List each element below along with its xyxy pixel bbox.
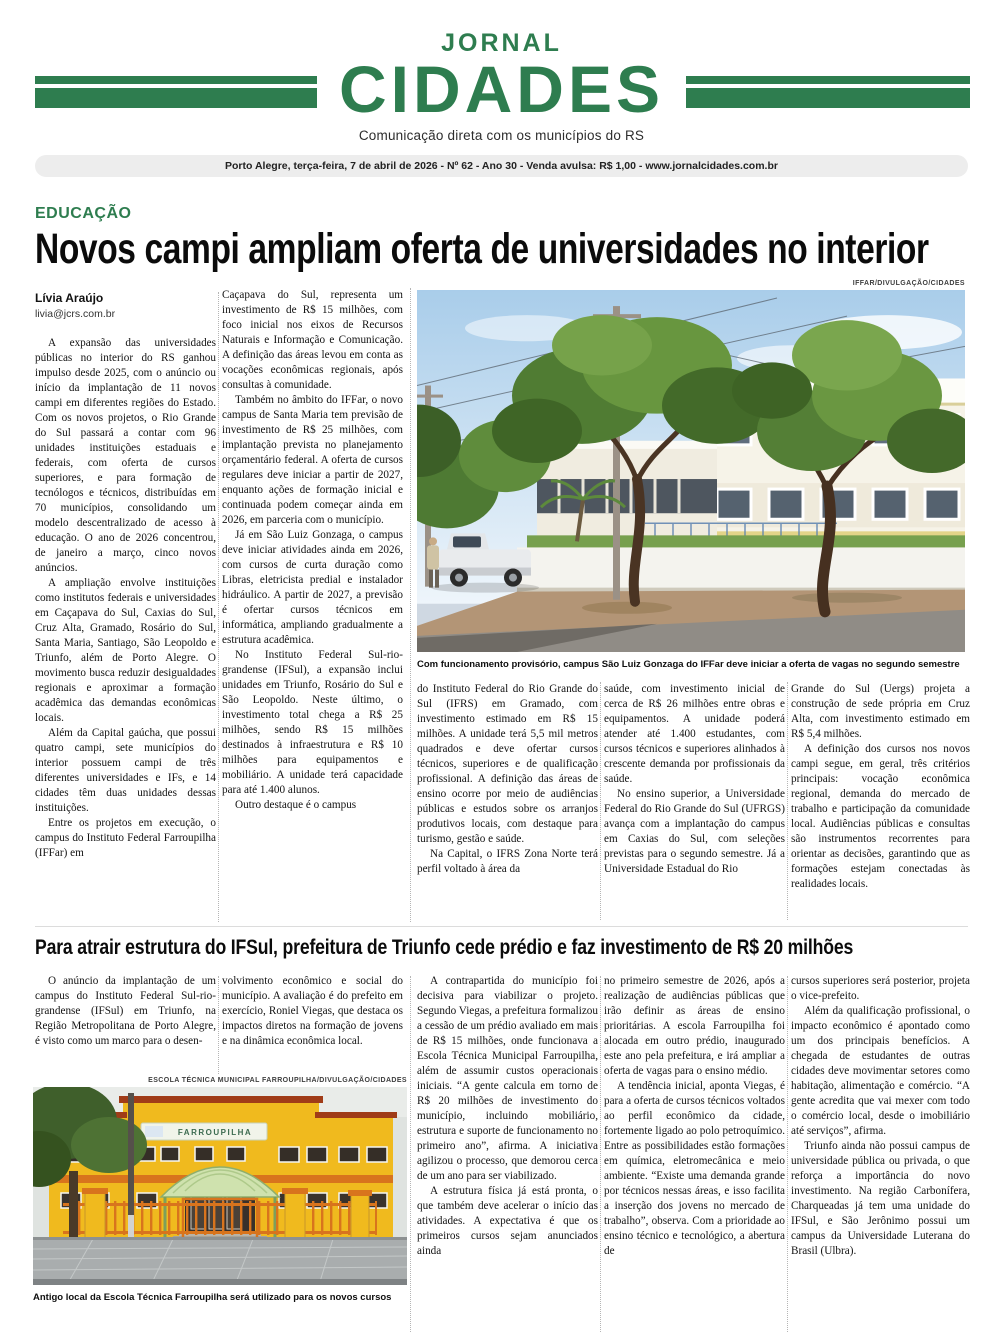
section-divider: [35, 926, 968, 927]
body-paragraph: A contrapartida do município foi decisiva para viabilizar o projeto. Segundo Viegas, a prefeitura formalizou a cessão de um prédio avaliado em mais de R$ 15 milhões, onde funcionava a Escola Técnica Municipal Farroupilha, além de assumir custos operacionais iniciais. “A gente calcula em torno de R$ 20 milhões de investimento do município, incluindo mobiliário, estrutura e suporte de funcionamento no primeiro ano”, afirma. A iniciativa agilizou o processo, que demorou cerca de um ano para ser viabilizado.: [417, 975, 598, 1182]
body-paragraph: A ampliação envolve instituições como institutos federais e universidades em Caçapava do Sul, Caxias do Sul, Cruz Alta, Gramado, Rosário do Sul, Santa Maria, Santiago, São Leopoldo e Triunfo, além de Porto Alegre. O movimento busca reduzir desigualdades regionais e aproximar a formação acadêmica das demandas econômicas locais.: [35, 577, 216, 724]
masthead-bar-left-thick: [35, 88, 317, 108]
school-building-illustration: [33, 1087, 407, 1285]
column-rule: [410, 288, 411, 922]
article2-column-2: [222, 974, 403, 1078]
article2-column-5: [791, 974, 970, 1344]
masthead-bar-right-thin: [686, 76, 970, 84]
roof-trim: [119, 1096, 323, 1103]
body-paragraph: saúde, com investimento inicial de cerca de R$ 26 milhões entre obras e equipamentos. A unidade poderá atender até 1.400 estudantes, com cursos técnicos e superiores alinhados à crescente demanda por profissionais da saúde.: [604, 683, 785, 785]
body-paragraph: No ensino superior, a Universidade Federal do Rio Grande do Sul (UFRGS) avança com a implantação do campus em Caxias do Sul, com seleções previstas para o segundo semestre. Já a Universidade Estadual do Rio: [604, 788, 785, 875]
photo2-credit: ESCOLA TÉCNICA MUNICIPAL FARROUPILHA/DIVULGAÇÃO/CIDADES: [148, 1077, 407, 1084]
column-rule: [410, 976, 411, 1332]
sign-logo: [145, 1126, 163, 1137]
column-rule: [218, 976, 219, 1074]
byline-author: Lívia Araújo: [35, 291, 104, 305]
body-paragraph: O anúncio da implantação de um campus do Instituto Federal Sul-rio-grandense (IFSul) em Triunfo, na Região Metropolitana de Porto Alegre, é visto como um marco para o desen-: [35, 975, 216, 1047]
byline-email: livia@jcrs.com.br: [35, 308, 116, 320]
photo1-credit: IFFAR/DIVULGAÇÃO/CIDADES: [852, 280, 965, 287]
body-paragraph: cursos superiores será posterior, projeta o vice-prefeito.: [791, 975, 970, 1002]
dateline-bar: Porto Alegre, terça-feira, 7 de abril de 2026 - Nº 62 - Ano 30 - Venda avulsa: R$ 1,00 - www.jornalcidades.com.br: [35, 155, 968, 177]
body-paragraph: A definição dos cursos nos novos campi segue, em geral, três critérios principais: vocação econômica regional, demanda do mercado de trabalho e participação da comunidade local. Audiências públicas e consultas são instrumentos recorrentes para orientar as decisões, garantindo que as formações estejam conectadas às realidades locais.: [791, 743, 970, 890]
masthead-tagline: Comunicação direta com os municípios do RS: [358, 128, 645, 143]
body-paragraph: Grande do Sul (Uergs) projeta a construção de sede própria em Cruz Alta, com investimento estimado em R$ 5,4 milhões.: [791, 683, 970, 740]
body-paragraph: Caçapava do Sul, representa um investimento de R$ 15 milhões, com foco inicial nos eixos de Recursos Naturais e Informação e Comunicação. A definição das áreas levou em conta as vocações econômicas regionais, após consultas à comunidade.: [222, 289, 403, 391]
body-paragraph: Além da Capital gaúcha, que possui quatro campi, sete municípios do interior possuem campi de três diferentes universidades e IFs, e 14 cidades têm duas unidades dessas instituições.: [35, 727, 216, 814]
masthead-kicker: JORNAL: [441, 29, 562, 57]
article1-column-1: [35, 336, 216, 928]
school-building-photo: [33, 1087, 407, 1285]
boundary-wall: [517, 547, 965, 591]
article1-column-3: [417, 682, 598, 924]
photo2-caption: Antigo local da Escola Técnica Farroupilha será utilizado para os novos cursos: [33, 1292, 392, 1303]
column-rule: [600, 682, 601, 920]
body-paragraph: volvimento econômico e social do município. A avaliação é do prefeito em exercício, Roniel Viegas, que destaca os impactos diretos na formação de jovens e na dinâmica econômica local.: [222, 975, 403, 1047]
column-rule: [787, 682, 788, 920]
section-label: EDUCAÇÃO: [35, 205, 132, 222]
article1-column-2: [222, 288, 403, 928]
article2-column-4: [604, 974, 785, 1344]
masthead-bar-right-thick: [686, 88, 970, 108]
column-rule: [787, 976, 788, 1332]
body-paragraph: No Instituto Federal Sul-rio-grandense (IFSul), a expansão inclui unidades em Triunfo, Rosário do Sul e São Leopoldo. Neste último, o investimento total chega a R$ 25 milhões, sendo R$ 15 milhões destinados à infraestrutura e R$ 10 milhões para equipamentos e mobiliário. A unidade terá capacidade para até 1.400 alunos.: [222, 649, 403, 796]
masthead-bar-left-thin: [35, 76, 317, 84]
orange-fence: [63, 1199, 377, 1239]
article1-column-5: [791, 682, 970, 924]
body-paragraph: Além da qualificação profissional, o impacto econômico é apontado como um dos principais benefícios. A chegada de estudantes de outras cidades deve movimentar setores como habitação, alimentação e comércio. “A gente acredita que vai mexer com todo o comércio local, desde o imobiliário até serviços”, afirma.: [791, 1005, 970, 1137]
body-paragraph: A expansão das universidades públicas no interior do RS ganhou impulso desde 2025, com o anúncio ou início da implantação de 11 novos campi em diferentes regiões do Estado. Com os novos projetos, o Rio Grande do Sul passará a contar com 96 unidades instituições estaduais e federais, com oferta de cursos superiores, e para formação de tecnólogos e técnicos, distribuídas em 70 municípios, consolidando um modelo descentralizado de acesso à educação. O ano de 2026 concentrou, de janeiro a março, cinco novos anúncios.: [35, 337, 216, 574]
body-paragraph: no primeiro semestre de 2026, após a realização de audiências públicas que irão definir as áreas de ensino prioritárias. A escola Farroupilha foi alocada em outro prédio, inaugurado este ano pela prefeitura, e irá ampliar a oferta de vagas para o ensino médio.: [604, 975, 785, 1077]
campus-street-illustration: [417, 290, 965, 652]
article2-headline: Para atrair estrutura do IFSul, prefeitura de Triunfo cede prédio e faz investimento de R$ 20 milhões: [35, 935, 854, 959]
body-paragraph: Na Capital, o IFRS Zona Norte terá perfil voltado à área da: [417, 848, 598, 875]
article1-column-4: [604, 682, 785, 924]
photo1-caption: Com funcionamento provisório, campus São Luiz Gonzaga do IFFar deve iniciar a oferta de vagas no segundo semestre: [417, 659, 960, 670]
body-paragraph: A tendência inicial, aponta Viegas, é para a oferta de cursos técnicos voltados ao perfil econômico da cidade, fortemente ligado ao polo petroquímico. Entre as possibilidades estão formações em química, eletromecânica e meio ambiente. “Existe uma demanda grande por técnicos nessas áreas, e isso facilita a inserção dos jovens no mercado de trabalho”, observa. Com a prioridade ao ensino técnico e tecnológico, a abertura de: [604, 1080, 785, 1257]
body-paragraph: Entre os projetos em execução, o campus do Instituto Federal Farroupilha (IFFar) em: [35, 817, 216, 859]
body-paragraph: Já em São Luiz Gonzaga, o campus deve iniciar atividades ainda em 2026, com cursos de curta duração como Libras, eletricista predial e instalador hidráulico. A partir de 2027, a previsão é ofertar cursos técnicos em informática, ampliando gradualmente a estrutura acadêmica.: [222, 529, 403, 646]
article2-column-3: [417, 974, 598, 1344]
column-rule: [218, 292, 219, 922]
school-sign: FARROUPILHA: [177, 1128, 253, 1137]
masthead-title: CIDADES: [338, 52, 665, 126]
body-paragraph: do Instituto Federal do Rio Grande do Sul (IFRS) em Gramado, com investimento estimado em R$ 15 milhões. A unidade terá 5,5 mil metros quadrados e deve ofertar cursos técnicos, superiores e de qualificação profissional. A definição das áreas de ensino ocorre por meio de audiências públicas e estudos sobre os arranjos produtivos locais, com destaque para turismo, gestão e saúde.: [417, 683, 598, 845]
body-paragraph: A estrutura física já está pronta, o que também deve acelerar o início das atividades. A expectativa é que os primeiros cursos sejam anunciados ainda: [417, 1185, 598, 1257]
article1-headline: Novos campi ampliam oferta de universidades no interior: [35, 225, 929, 273]
article2-column-1: [35, 974, 216, 1074]
body-paragraph: Outro destaque é o campus: [235, 799, 357, 811]
body-paragraph: Triunfo ainda não possui campus de universidade pública ou privada, o que reforça a importância do novo investimento. Na região Carbonífera, Charqueadas já tem uma unidade do IFSul, e São Jerônimo possui um campus da Universidade Luterana do Brasil (Ulbra).: [791, 1140, 970, 1257]
campus-street-photo: [417, 290, 965, 652]
body-paragraph: Também no âmbito do IFFar, o novo campus de Santa Maria tem previsão de investimento de R$ 25 milhões, com implantação prevista no planejamento orçamentário federal. A oferta de cursos regulares deve iniciar a partir de 2027, enquanto ações de formação inicial e continuada podem começar ainda em 2026, em parceria com o município.: [222, 394, 403, 526]
column-rule: [600, 976, 601, 1332]
